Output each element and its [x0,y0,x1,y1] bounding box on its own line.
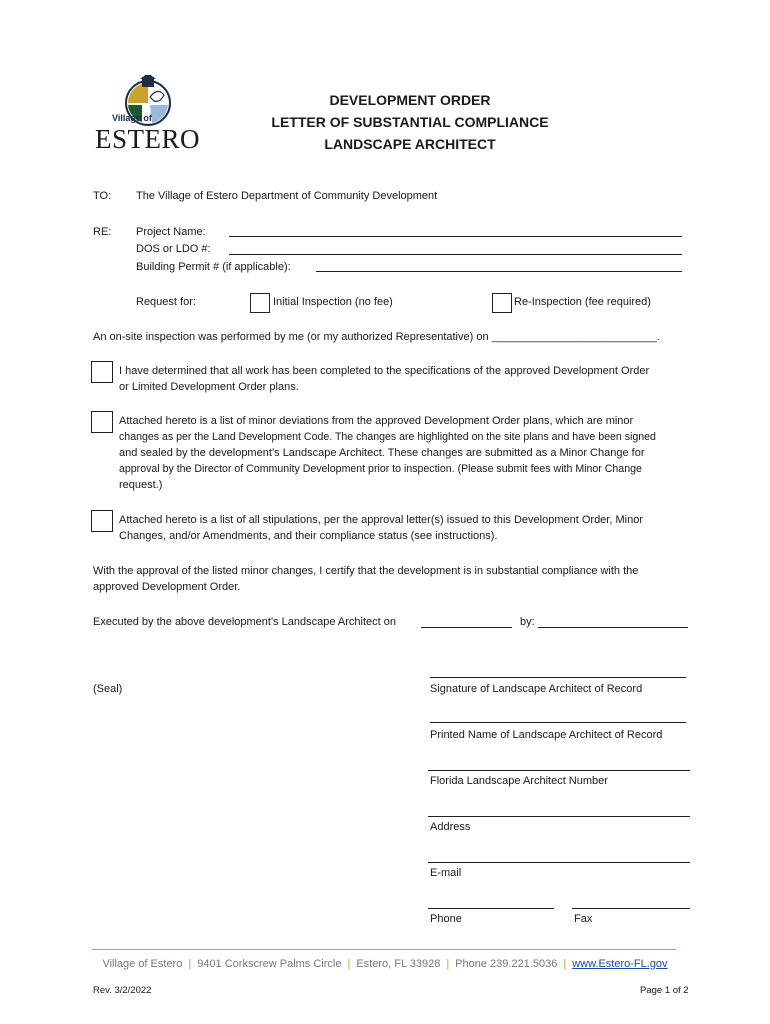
fax-label: Fax [574,913,593,925]
signature-label: Signature of Landscape Architect of Record [430,683,643,695]
address-field[interactable] [428,816,690,817]
initial-inspection-checkbox[interactable] [250,293,270,313]
printed-name-field[interactable] [430,722,686,723]
revision-date: Rev. 3/2/2022 [93,985,152,996]
footer-separator: | [563,958,567,970]
logo-village-of: Village of [112,113,152,123]
address-label: Address [430,821,471,833]
project-name-field[interactable] [229,236,682,237]
footer-address: 9401 Corkscrew Palms Circle [197,958,342,970]
re-inspection-checkbox[interactable] [492,293,512,313]
title-line-3: LANDSCAPE ARCHITECT [324,136,496,152]
footer [0,958,770,970]
dos-ldo-label: DOS or LDO #: [136,243,211,255]
footer-separator: | [188,958,192,970]
to-label: TO: [93,190,112,202]
re-inspection-label: Re-Inspection (fee required) [514,296,651,308]
printed-name-label: Printed Name of Landscape Architect of Record [430,729,663,741]
certify-line1: With the approval of the listed minor changes, I certify that the development is in substantial compliance with the [93,565,639,577]
minor-deviations-checkbox[interactable] [91,411,113,433]
license-number-label: Florida Landscape Architect Number [430,775,608,787]
to-value: The Village of Estero Department of Community Development [136,190,438,202]
dos-ldo-field[interactable] [229,254,682,255]
building-permit-label: Building Permit # (if applicable): [136,261,291,273]
stipulations-checkbox[interactable] [91,510,113,532]
check2-line1: Attached hereto is a list of minor deviations from the approved Development Order plans, which are minor [119,415,634,427]
footer-website-link[interactable]: www.Estero-FL.gov [572,958,668,970]
request-for-label: Request for: [136,296,196,308]
initial-inspection-label: Initial Inspection (no fee) [273,296,393,308]
footer-divider [92,949,676,950]
phone-field[interactable] [428,908,554,909]
email-field[interactable] [428,862,690,863]
check2-line2: changes as per the Land Development Code. The changes are highlighted on the site plans and have been signed [119,431,656,443]
check2-line5: request.) [119,479,163,491]
executed-by-field[interactable] [538,627,688,628]
executed-date-field[interactable] [421,627,512,628]
check1-line2: or Limited Development Order plans. [119,381,299,393]
fax-field[interactable] [572,908,690,909]
check2-line3: and sealed by the development’s Landscape Architect. These changes are submitted as a Minor Change for [119,447,645,459]
re-label: RE: [93,226,112,238]
project-name-label: Project Name: [136,226,206,238]
footer-separator: | [347,958,351,970]
executed-label: Executed by the above development's Landscape Architect on [93,616,396,628]
license-number-field[interactable] [428,770,690,771]
footer-org: Village of Estero [102,958,183,970]
executed-by-label: by: [520,616,535,628]
page-number: Page 1 of 2 [640,985,689,996]
title-line-1: DEVELOPMENT ORDER [329,92,491,108]
inspection-statement: An on-site inspection was performed by me (or my authorized Representative) on ___________________________. [93,331,660,343]
footer-phone: Phone 239.221.5036 [455,958,558,970]
signature-field[interactable] [430,677,686,678]
work-completed-checkbox[interactable] [91,361,113,383]
logo-town-name: ESTERO [95,124,201,154]
seal-label: (Seal) [93,683,123,695]
check3-line1: Attached hereto is a list of all stipulations, per the approval letter(s) issued to this Development Order, Minor [119,514,643,526]
building-permit-field[interactable] [316,271,682,272]
title-line-2: LETTER OF SUBSTANTIAL COMPLIANCE [271,114,549,130]
check2-line4: approval by the Director of Community Development prior to inspection. (Please submit fees with Minor Change [119,463,642,475]
footer-city: Estero, FL 33928 [356,958,441,970]
check1-line1: I have determined that all work has been completed to the specifications of the approved Development Order [119,365,650,377]
check3-line2: Changes, and/or Amendments, and their compliance status (see instructions). [119,530,498,542]
footer-separator: | [446,958,450,970]
certify-line2: approved Development Order. [93,581,241,593]
email-label: E-mail [430,867,462,879]
phone-label: Phone [430,913,462,925]
